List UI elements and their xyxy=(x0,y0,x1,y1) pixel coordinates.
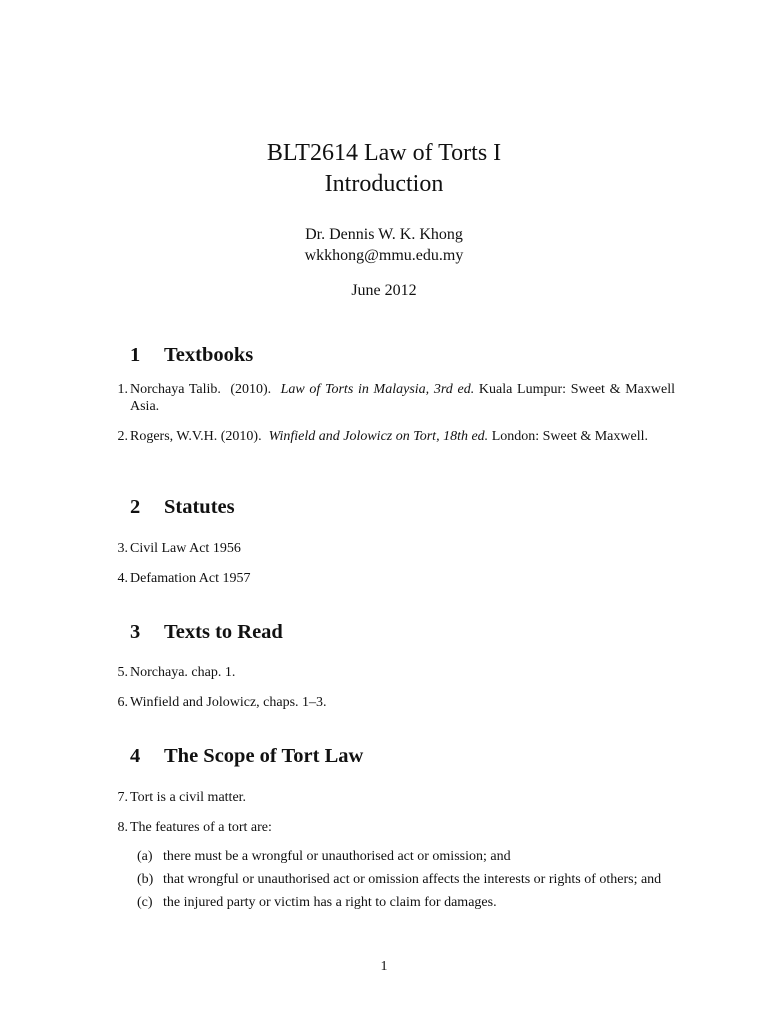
section-number: 1 xyxy=(130,344,141,366)
sub-list xyxy=(113,848,675,911)
section-textbooks xyxy=(113,342,675,368)
item-text: Civil Law Act 1956 xyxy=(130,541,241,556)
item-text: The features of a tort are: xyxy=(130,820,272,835)
item-number: 3. xyxy=(117,541,128,556)
citation-title: Winfield and Jolowicz on Tort, 18th ed. xyxy=(268,429,489,444)
sub-item-text: there must be a wrongful or unauthorised act or omission; and xyxy=(163,849,511,864)
item-text: Defamation Act 1957 xyxy=(130,571,251,586)
sub-list-item xyxy=(137,848,675,865)
section-number: 2 xyxy=(130,496,141,518)
item-text xyxy=(128,428,675,445)
section-statutes xyxy=(113,494,675,520)
item-number: 1. xyxy=(117,382,128,397)
sub-item-label: (c) xyxy=(137,895,153,910)
section-heading xyxy=(113,619,675,645)
item-number: 5. xyxy=(117,665,128,680)
section-number: 3 xyxy=(130,621,141,643)
sub-item-label: (b) xyxy=(137,872,154,887)
author-email: wkkhong@mmu.edu.my xyxy=(304,247,464,264)
item-number: 7. xyxy=(117,790,128,805)
citation-publisher: Kuala Lumpur: Sweet & Maxwell Asia. xyxy=(130,382,675,414)
item-number: 2. xyxy=(117,429,128,444)
document-date: June 2012 xyxy=(351,282,417,299)
item-text xyxy=(128,381,675,415)
sub-list-item xyxy=(137,871,675,888)
list-item xyxy=(111,819,675,836)
author-name: Dr. Dennis W. K. Khong xyxy=(305,226,463,243)
list-item xyxy=(111,540,675,557)
sub-item-label: (a) xyxy=(137,849,153,864)
title-block xyxy=(0,138,768,301)
item-number: 4. xyxy=(117,571,128,586)
item-text: Tort is a civil matter. xyxy=(130,790,247,805)
section-heading xyxy=(113,494,675,520)
section-texts-to-read xyxy=(113,619,675,645)
sub-item-text: the injured party or victim has a right to claim for damages. xyxy=(163,895,497,910)
item-number: 8. xyxy=(117,820,128,835)
item-number: 6. xyxy=(117,695,128,710)
section-heading xyxy=(113,342,675,368)
list-item xyxy=(111,570,675,587)
list-item xyxy=(111,694,675,711)
document-title: BLT2614 Law of Torts I xyxy=(266,140,502,166)
citation-author: Rogers, W.V.H. (2010). xyxy=(130,429,269,444)
document-subtitle: Introduction xyxy=(324,171,444,197)
citation-author: Norchaya Talib. (2010). xyxy=(130,382,281,397)
sub-list-item xyxy=(137,894,675,911)
list-item xyxy=(111,789,675,806)
list-item xyxy=(111,664,675,681)
section-number: 4 xyxy=(130,745,141,767)
list-item xyxy=(111,428,675,445)
section-scope-of-tort-law xyxy=(113,743,675,769)
section-title: Textbooks xyxy=(164,344,254,366)
sub-item-text: that wrongful or unauthorised act or omission affects the interests or rights of others; and xyxy=(163,872,662,887)
citation-publisher: London: Sweet & Maxwell. xyxy=(488,429,648,444)
item-text: Norchaya. chap. 1. xyxy=(130,665,236,680)
section-title: Texts to Read xyxy=(164,621,283,643)
section-title: Statutes xyxy=(164,496,235,518)
citation-title: Law of Torts in Malaysia, 3rd ed. xyxy=(280,382,475,397)
section-heading xyxy=(113,743,675,769)
page-number: 1 xyxy=(380,959,388,974)
author-block xyxy=(0,224,768,266)
section-title: The Scope of Tort Law xyxy=(164,745,364,767)
item-text: Winfield and Jolowicz, chaps. 1–3. xyxy=(130,695,327,710)
list-item xyxy=(111,381,675,415)
